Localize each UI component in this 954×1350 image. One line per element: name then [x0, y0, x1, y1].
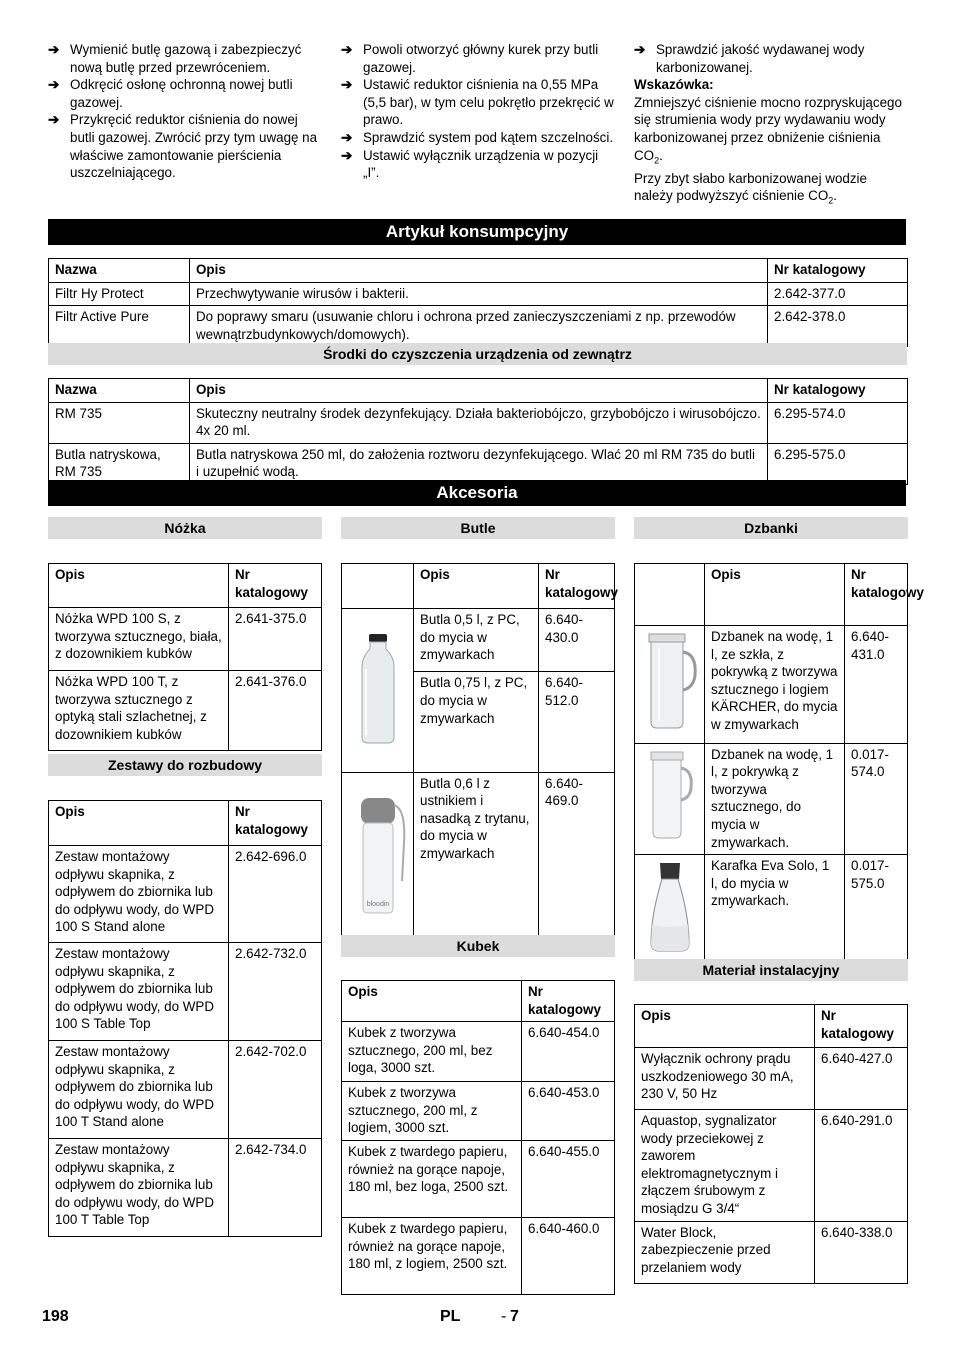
bottle-image [342, 609, 414, 773]
table-row: Karafka Eva Solo, 1 l, do mycia w zmywarkach. 0.017-575.0 [635, 855, 908, 965]
table-row: bloodin Butla 0,6 l z ustnikiem i nasadką z trytanu, do mycia w zmywarkach 6.640-469.0 [342, 772, 615, 938]
note-text: Przy zbyt słabo karbonizowanej wodzie należy podwyższyć ciśnienie $CO_2$. [634, 170, 867, 207]
carafe-image [635, 855, 705, 965]
table-row: Nóżka WPD 100 S, z tworzywa sztucznego, biała, z dozownikiem kubków 2.641-375.0 [49, 608, 322, 671]
table-row: Butla 0,5 l, z PC, do mycia w zmywarkach 6.640-430.0 [342, 609, 615, 672]
note-text: Zmniejszyć ciśnienie mocno rozpryskującego się strumienia wody przy wydawaniu wody karbonizowanej przez obniżenie ciśnienia $CO_2$. [634, 94, 902, 166]
nozka-table [48, 563, 322, 751]
note-title: Wskazówka: [634, 77, 714, 93]
col3 [634, 41, 908, 211]
jug-image [635, 626, 705, 744]
arrow-right-icon: ➔ [341, 129, 353, 145]
arrow-right-icon: ➔ [48, 77, 60, 93]
table-row: Dzbanek na wodę, 1 l, ze szkła, z pokrywką z tworzywa sztucznego i logiem KÄRCHER, do mycia w zmywarkach 6.640-431.0 [635, 626, 908, 744]
list-item: ➔ Sprawdzić system pod kątem szczelności. [341, 129, 614, 145]
table-row: Zestaw montażowy odpływu skapnika, z odpływem do zbiornika lub do odpływu wody, do WPD 100 T Table Top 2.642-734.0 [49, 1139, 322, 1237]
arrow-right-icon: ➔ [48, 42, 60, 57]
svg-text:bloodin: bloodin [366, 900, 390, 908]
arrow-right-icon: ➔ [341, 42, 353, 57]
table-row: Kubek z twardego papieru, również na gorące napoje, 180 ml, bez loga, 2500 szt. 6.640-455.0 [342, 1141, 615, 1218]
subsection-material: Materiał instalacyjny [634, 959, 908, 981]
page-number: 198 [42, 1308, 69, 1325]
table-header: Nazwa Opis Nr katalogowy [49, 379, 908, 403]
list-item: ➔ Ustawić reduktor ciśnienia na 0,55 MPa (5,5 bar), w tym celu pokrętło przekręcić w prawo. [341, 77, 614, 128]
table-header: Opis Nr katalogowy [342, 564, 615, 609]
table-row: Water Block, zabezpieczenie przed przelaniem wody 6.640-338.0 [635, 1221, 908, 1283]
section-consumables: Artykuł konsumpcyjny [48, 219, 906, 245]
table-row: Aquastop, sygnalizator wody przeciekowej z zaworem elektromagnetycznym i złączem śrubowym z mosiądzu G 3/4“ 6.640-291.0 [635, 1110, 908, 1222]
table-row: Filtr Active Pure Do poprawy smaru (usuwanie chloru i ochrona przed zanieczyszczeniami z np. przewodów wewnątrzbudynkowych/domowych). 2.642-378.0 [49, 306, 908, 347]
table-row: Nóżka WPD 100 T, z tworzywa sztucznego z optyką stali szlachetnej, z dozownikiem kubków 2.641-376.0 [49, 671, 322, 751]
subsection-zestawy: Zestawy do rozbudowy [48, 754, 322, 776]
table-row: Wyłącznik ochrony prądu uszkodzeniowego 30 mA, 230 V, 50 Hz 6.640-427.0 [635, 1048, 908, 1110]
table-row: Zestaw montażowy odpływu skapnika, z odpływem do zbiornika lub do odpływu wody, do WPD 100 T Stand alone 2.642-702.0 [49, 1041, 322, 1139]
arrow-right-icon: ➔ [634, 42, 646, 57]
list-item: ➔ Wymienić butlę gazową i zabezpieczyć nową butlę przed przewróceniem. [48, 42, 302, 75]
section-accessories: Akcesoria [48, 480, 906, 506]
jug-image [635, 743, 705, 855]
material-table [634, 1004, 908, 1284]
subsection-cleaning: Środki do czyszczenia urządzenia od zewnątrz [48, 343, 907, 365]
table-row: Kubek z twardego papieru, również na gorące napoje, 180 ml, z logiem, 2500 szt. 6.640-460.0 [342, 1218, 615, 1295]
table-header: Opis Nr katalogowy [49, 801, 322, 846]
footer-separator: - [501, 1308, 507, 1325]
section-page-number: 7 [510, 1308, 519, 1325]
jug-icon [635, 626, 705, 738]
table-row: Zestaw montażowy odpływu skapnika, z odpływem do zbiornika lub do odpływu wody, do WPD 100 S Table Top 2.642-732.0 [49, 943, 322, 1041]
table-row: Kubek z tworzywa sztucznego, 200 ml, z logiem, 3000 szt. 6.640-453.0 [342, 1082, 615, 1141]
table-row: Kubek z tworzywa sztucznego, 200 ml, bez loga, 3000 szt. 6.640-454.0 [342, 1022, 615, 1082]
jug-icon [635, 744, 705, 848]
carafe-icon [635, 855, 705, 959]
language-code: PL [440, 1308, 461, 1325]
list-item: ➔ Przykręcić reduktor ciśnienia do nowej butli gazowej. Zwrócić przy tym uwagę na właściwe zamontowanie pierścienia uszczelniającego. [48, 112, 318, 181]
arrow-right-icon: ➔ [341, 147, 353, 163]
subsection-dzbanki: Dzbanki [634, 517, 908, 539]
table-header: Opis Nr katalogowy [49, 564, 322, 608]
consumables-table [48, 258, 908, 347]
kubek-table [341, 980, 615, 1295]
table-header: Opis Nr katalogowy [635, 1005, 908, 1048]
table-header: Nazwa Opis Nr katalogowy [49, 259, 908, 283]
table-row: Butla 0,75 l, z PC, do mycia w zmywarkach 6.640-512.0 [342, 672, 615, 772]
list-item: ➔ Odkręcić osłonę ochronną nowej butli gazowej. [48, 77, 293, 110]
bottle-icon [342, 609, 414, 767]
col2 [341, 41, 615, 182]
list-item: ➔ Powoli otworzyć główny kurek przy butli gazowej. [341, 42, 599, 75]
table-row: Filtr Hy Protect Przechwytywanie wirusów i bakterii. 2.642-377.0 [49, 282, 908, 306]
subsection-nozka: Nóżka [48, 517, 322, 539]
table-row: Butla natryskowa, RM 735 Butla natryskowa 250 ml, do założenia roztworu dezynfekującego. Wlać 20 ml RM 735 do butli i uzupełnić wodą. 6.295-575.0 [49, 443, 908, 484]
list-item: ➔ Ustawić wyłącznik urządzenia w pozycji „I”. [341, 147, 599, 181]
arrow-right-icon: ➔ [341, 77, 353, 93]
table-header: Opis Nr katalogowy [342, 981, 615, 1022]
zestawy-table [48, 800, 322, 1237]
bottle-image [342, 772, 414, 938]
table-row: Dzbanek na wodę, 1 l, z pokrywką z tworzywa sztucznego, do mycia w zmywarkach. 0.017-574.0 [635, 743, 908, 855]
subsection-butle: Butle [341, 517, 615, 539]
list-item: ➔ Sprawdzić jakość wydawanej wody karbonizowanej. [634, 42, 865, 75]
butle-table [341, 563, 618, 938]
dzbanki-table [634, 563, 924, 965]
table-row: RM 735 Skuteczny neutralny środek dezynfekujący. Działa bakteriobójczo, grzybobójczo i wirusobójczo. 4x 20 ml. 6.295-574.0 [49, 402, 908, 443]
col1 [48, 41, 320, 182]
table-header: Opis Nr katalogowy [635, 564, 908, 626]
bottle-icon [342, 773, 414, 933]
arrow-right-icon: ➔ [48, 112, 60, 128]
cleaning-table [48, 378, 908, 485]
subsection-kubek: Kubek [341, 935, 615, 957]
table-row: Zestaw montażowy odpływu skapnika, z odpływem do zbiornika lub do odpływu wody, do WPD 100 S Stand alone 2.642-696.0 [49, 846, 322, 943]
